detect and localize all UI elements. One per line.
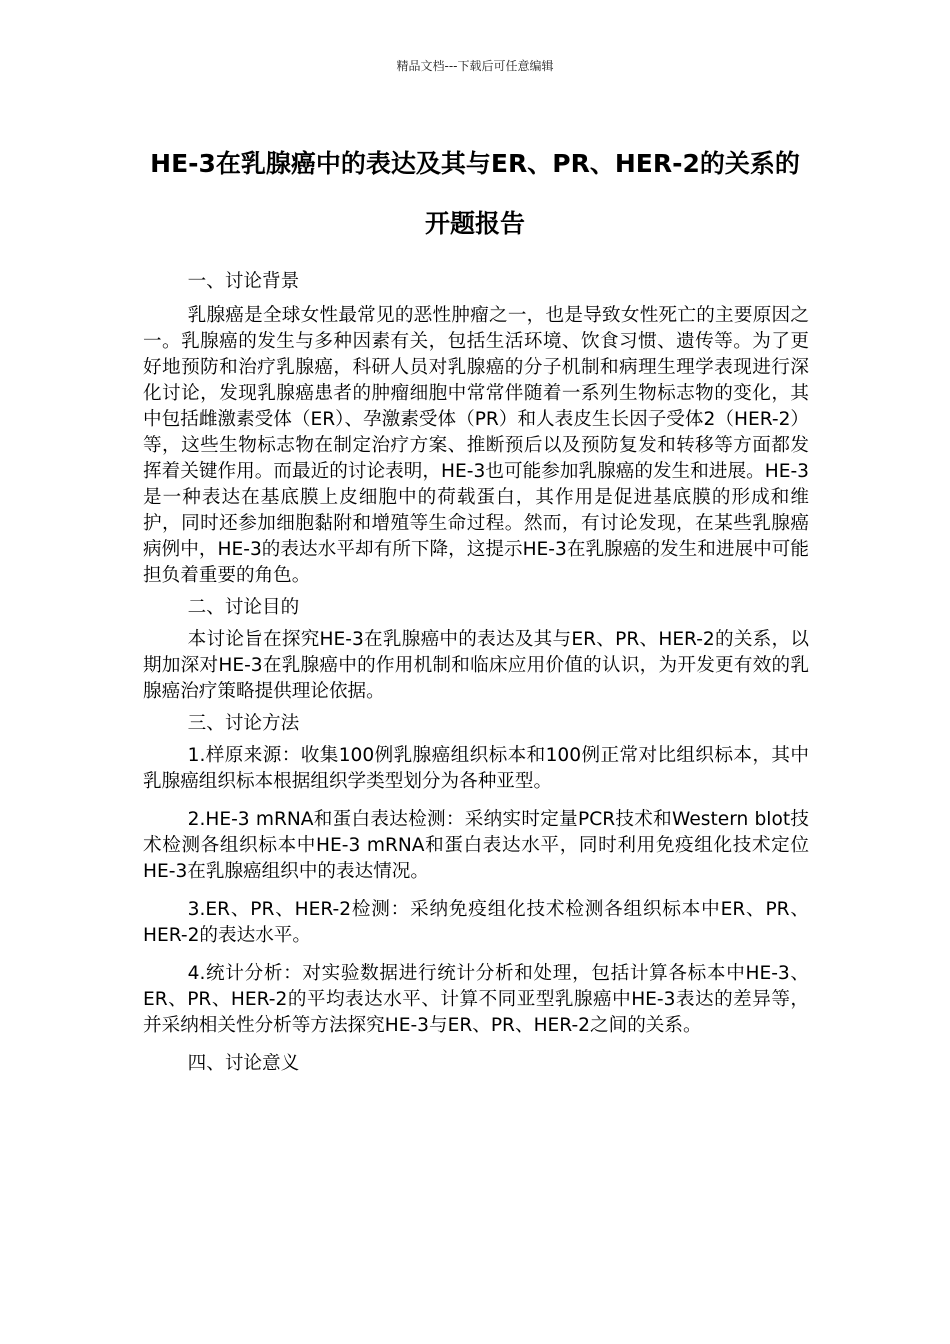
section-heading-purpose: 二、讨论目的 [187,597,300,618]
purpose-paragraph: 本讨论旨在探究HE-3在乳腺癌中的表达及其与ER、PR、HER-2的关系，以期加深对HE-3在乳腺癌中的作用机制和临床应用价值的认识，为开发更有效的乳腺癌治疗策略提供理论依据。 [143,629,809,702]
background-paragraph: 乳腺癌是全球女性最常见的恶性肿瘤之一，也是导致女性死亡的主要原因之一。乳腺癌的发生与多种因素有关，包括生活环境、饮食习惯、遗传等。为了更好地预防和治疗乳腺癌，科研人员对乳腺癌的分子机制和病理生理学表现进行深化讨论，发现乳腺癌患者的肿瘤细胞中常常伴随着一系列生物标志物的变化，其中包括雌激素受体（ER）、孕激素受体（PR）和人表皮生长因子受体2（HER-2）等，这些生物标志物在制定治疗方案、推断预后以及预防复发和转移等方面都发挥着关键作用。而最近的讨论表明，HE-3也可能参加乳腺癌的发生和进展。HE-3是一种表达在基底膜上皮细胞中的荷载蛋白，其作用是促进基底膜的形成和维护，同时还参加细胞黏附和增殖等生命过程。然而，有讨论发现，在某些乳腺癌病例中，HE-3的表达水平却有所下降，这提示HE-3在乳腺癌的发生和进展中可能担负着重要的角色。 [143,305,809,586]
document-title: HE-3在乳腺癌中的表达及其与ER、PR、HER-2的关系的开题报告 [150,149,800,238]
document-body [143,269,809,1083]
section-heading-significance: 四、讨论意义 [187,1053,300,1074]
section-heading-methods: 三、讨论方法 [187,713,300,734]
method-item-he3-detection: 2.HE-3 mRNA和蛋白表达检测：采纳实时定量PCR技术和Western blot技术检测各组织标本中HE-3 mRNA和蛋白表达水平，同时利用免疫组化技术定位HE-3在乳腺癌组织中的表达情况。 [143,809,809,882]
method-item-samples: 1.样原来源：收集100例乳腺癌组织标本和100例正常对比组织标本，其中乳腺癌组织标本根据组织学类型划分为各种亚型。 [143,745,809,792]
method-item-er-pr-her2-detection: 3.ER、PR、HER-2检测：采纳免疫组化技术检测各组织标本中ER、PR、HER-2的表达水平。 [143,899,809,946]
section-heading-background: 一、讨论背景 [187,271,300,292]
method-item-statistics: 4.统计分析：对实验数据进行统计分析和处理，包括计算各标本中HE-3、ER、PR、HER-2的平均表达水平、计算不同亚型乳腺癌中HE-3表达的差异等，并采纳相关性分析等方法探究HE-3与ER、PR、HER-2之间的关系。 [143,963,809,1036]
header-note: 精品文档---下载后可任意编辑 [396,59,554,73]
